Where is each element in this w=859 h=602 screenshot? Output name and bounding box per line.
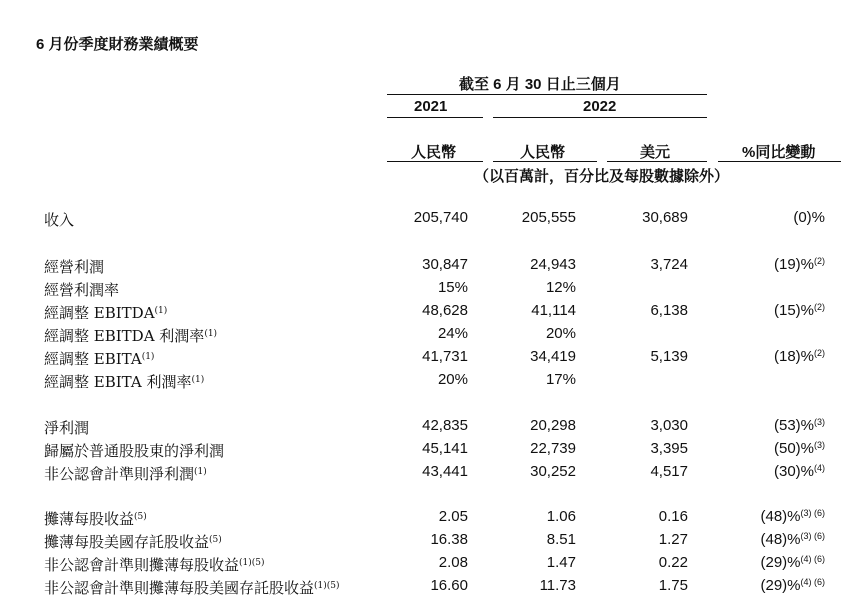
value-yoy-text: (50)% [773, 440, 814, 457]
value-yoy-change [760, 508, 825, 525]
col-2021-rmb-rule [387, 161, 483, 162]
page-title: 6 月份季度財務業績概要 [36, 36, 199, 53]
value-2022-usd: 1.27 [658, 531, 688, 548]
value-2022-rmb: 30,252 [530, 463, 576, 480]
value-yoy-footnote: (4) [814, 463, 825, 473]
col-2022-rmb-rule [493, 161, 597, 162]
value-yoy-change [774, 256, 825, 273]
value-yoy-change [774, 440, 825, 457]
value-yoy-footnote: (3) (6) [800, 508, 825, 518]
value-2022-rmb: 24,943 [530, 256, 576, 273]
row-label-text: 歸屬於普通股股東的淨利潤 [44, 442, 225, 460]
row-label-text: 淨利潤 [44, 419, 90, 437]
col-yoy-rule [718, 161, 841, 162]
value-2021-rmb: 48,628 [422, 302, 468, 319]
value-2022-rmb: 1.47 [546, 554, 576, 571]
value-yoy-text: (19)% [773, 256, 814, 273]
col-usd-rule [607, 161, 707, 162]
value-yoy-footnote: (2) [814, 256, 825, 266]
row-label-footnote: (1) [204, 329, 218, 339]
value-yoy-change [760, 554, 825, 571]
row-label-text: 經調整 EBITA 利潤率 [44, 373, 192, 391]
row-label-text: 非公認會計準則攤薄每股美國存託股收益 [44, 579, 315, 597]
row-label [44, 279, 119, 300]
value-yoy-change [760, 531, 825, 548]
value-2021-rmb: 30,847 [422, 256, 468, 273]
value-yoy-footnote: (4) (6) [800, 577, 825, 587]
value-2022-rmb: 34,419 [530, 348, 576, 365]
row-label-text: 非公認會計準則攤薄每股收益 [44, 556, 240, 574]
year-2022-rule [493, 117, 707, 118]
period-header: 截至 6 月 30 日止三個月 [459, 76, 621, 93]
row-label [44, 348, 154, 369]
row-label-footnote: (1)(5) [239, 558, 265, 568]
value-2021-rmb: 43,441 [422, 463, 468, 480]
value-2021-rmb: 2.08 [438, 554, 468, 571]
value-yoy-footnote: (2) [814, 348, 825, 358]
value-2021-rmb: 20% [437, 371, 468, 388]
row-label-footnote: (1) [141, 352, 155, 362]
value-2022-usd: 6,138 [650, 302, 688, 319]
value-2022-usd: 3,724 [650, 256, 688, 273]
value-2022-rmb: 12% [545, 279, 576, 296]
value-2021-rmb: 42,835 [422, 417, 468, 434]
value-yoy-footnote: (2) [814, 302, 825, 312]
row-label [44, 577, 340, 598]
value-yoy-text: (29)% [760, 554, 801, 571]
period-rule [387, 94, 707, 95]
row-label-footnote: (5) [134, 512, 147, 522]
row-label-footnote: (1) [194, 467, 207, 477]
row-label [44, 256, 104, 277]
row-label [44, 440, 224, 461]
value-2021-rmb: 41,731 [422, 348, 468, 365]
value-2022-rmb: 1.06 [546, 508, 576, 525]
row-label [44, 554, 265, 575]
value-2022-usd: 5,139 [650, 348, 688, 365]
value-yoy-text: (15)% [773, 302, 814, 319]
value-2022-rmb: 22,739 [530, 440, 576, 457]
value-yoy-change [774, 417, 825, 434]
row-label-footnote: (1) [154, 306, 168, 316]
value-yoy-text: (30)% [773, 463, 814, 480]
value-yoy-change [793, 209, 825, 226]
value-yoy-footnote: (3) (6) [800, 531, 825, 541]
value-yoy-change [760, 577, 825, 594]
value-2021-rmb: 16.60 [430, 577, 468, 594]
row-label [44, 371, 204, 392]
row-label-text: 收入 [44, 211, 75, 229]
row-label [44, 325, 217, 346]
value-2021-rmb: 15% [437, 279, 468, 296]
value-yoy-change [774, 348, 825, 365]
value-2021-rmb: 16.38 [430, 531, 468, 548]
value-2022-usd: 3,030 [650, 417, 688, 434]
value-2022-rmb: 20,298 [530, 417, 576, 434]
value-2022-rmb: 20% [545, 325, 576, 342]
row-label [44, 463, 207, 484]
row-label-text: 經調整 EBITDA 利潤率 [44, 327, 205, 345]
row-label [44, 302, 167, 323]
row-label-footnote: (5) [209, 535, 222, 545]
row-label-text: 經調整 EBITA [44, 350, 142, 368]
row-label [44, 417, 89, 438]
col-2022-rmb-header: 人民幣 [520, 144, 566, 161]
year-2021-header: 2021 [414, 98, 448, 115]
value-yoy-text: (0)% [793, 209, 825, 226]
row-label [44, 531, 222, 552]
value-yoy-text: (48)% [760, 508, 801, 525]
value-2022-usd: 0.22 [658, 554, 688, 571]
value-2021-rmb: 2.05 [438, 508, 468, 525]
value-2021-rmb: 205,740 [413, 209, 468, 226]
value-yoy-footnote: (4) (6) [800, 554, 825, 564]
row-label-text: 經營利潤 [44, 258, 105, 276]
year-2022-header: 2022 [583, 98, 617, 115]
year-2021-rule [387, 117, 483, 118]
value-yoy-text: (18)% [773, 348, 814, 365]
row-label-text: 攤薄每股收益 [44, 510, 135, 528]
row-label [44, 508, 147, 529]
value-2022-usd: 3,395 [650, 440, 688, 457]
col-usd-header: 美元 [640, 144, 671, 161]
row-label-text: 攤薄每股美國存託股收益 [44, 533, 210, 551]
value-yoy-text: (53)% [773, 417, 814, 434]
row-label-text: 經營利潤率 [44, 281, 120, 299]
value-2022-usd: 4,517 [650, 463, 688, 480]
value-2021-rmb: 45,141 [422, 440, 468, 457]
value-2022-rmb: 11.73 [539, 577, 576, 594]
row-label-text: 非公認會計準則淨利潤 [44, 465, 195, 483]
value-2022-usd: 0.16 [658, 508, 688, 525]
row-label [44, 209, 74, 230]
value-yoy-text: (48)% [760, 531, 801, 548]
value-2022-rmb: 41,114 [531, 302, 576, 319]
col-2021-rmb-header: 人民幣 [411, 144, 457, 161]
col-yoy-header: %同比變動 [742, 144, 816, 161]
value-2022-rmb: 8.51 [546, 531, 576, 548]
row-label-footnote: (1) [191, 375, 205, 385]
value-2022-usd: 1.75 [658, 577, 688, 594]
value-yoy-footnote: (3) [814, 440, 825, 450]
value-yoy-text: (29)% [760, 577, 801, 594]
value-2022-rmb: 205,555 [521, 209, 576, 226]
value-yoy-footnote: (3) [814, 417, 825, 427]
value-yoy-change [774, 463, 825, 480]
row-label-footnote: (1)(5) [314, 581, 340, 591]
unit-note: （以百萬計，百分比及每股數據除外） [474, 168, 730, 185]
value-2021-rmb: 24% [437, 325, 468, 342]
value-2022-usd: 30,689 [642, 209, 688, 226]
row-label-text: 經調整 EBITDA [44, 304, 155, 322]
value-yoy-change [774, 302, 825, 319]
value-2022-rmb: 17% [545, 371, 576, 388]
